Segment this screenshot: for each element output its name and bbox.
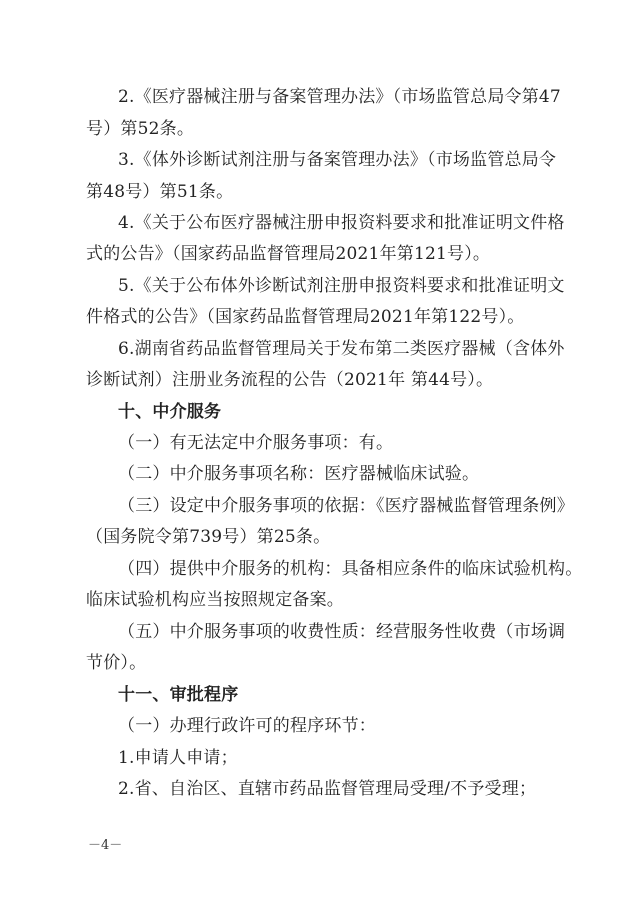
intermediary-item-2: （二）中介服务事项名称：医疗器械临床试验。 [118, 464, 480, 484]
procedure-step-2: 2.省、自治区、直辖市药品监督管理局受理/不予受理； [118, 779, 537, 799]
procedure-item-1: （一）办理行政许可的程序环节： [118, 716, 376, 736]
reference-item-2-line-2: 号）第52条。 [86, 119, 195, 139]
procedure-step-1: 1.申请人申请； [118, 748, 238, 768]
reference-item-5-line-1: 5.《关于公布体外诊断试剂注册申报资料要求和批准证明文 [118, 276, 565, 296]
page-number: －4－ [88, 838, 123, 853]
section-heading-intermediary-services: 十、中介服务 [118, 402, 222, 422]
reference-item-6-line-1: 6.湖南省药品监督管理局关于发布第二类医疗器械（含体外 [118, 339, 565, 359]
section-heading-approval-procedure: 十一、审批程序 [118, 685, 239, 705]
intermediary-item-4-line-2: 临床试验机构应当按照规定备案。 [86, 590, 344, 610]
intermediary-item-4-line-1: （四）提供中介服务的机构：具备相应条件的临床试验机构。 [118, 559, 583, 579]
intermediary-item-3-line-1: （三）设定中介服务事项的依据：《医疗器械监督管理条例》 [118, 496, 574, 516]
reference-item-5-line-2: 件格式的公告》（国家药品监督管理局2021年第122号）。 [86, 307, 525, 327]
intermediary-item-5-line-1: （五）中介服务事项的收费性质：经营服务性收费（市场调 [118, 622, 566, 642]
reference-item-3-line-2: 第48号）第51条。 [86, 182, 234, 202]
reference-item-4-line-1: 4.《关于公布医疗器械注册申报资料要求和批准证明文件格 [118, 213, 565, 233]
reference-item-4-line-2: 式的公告》（国家药品监督管理局2021年第121号）。 [86, 244, 491, 264]
intermediary-item-3-line-2: （国务院令第739号）第25条。 [86, 527, 331, 547]
intermediary-item-5-line-2: 节价）。 [86, 653, 147, 673]
reference-item-6-line-2: 诊断试剂）注册业务流程的公告（2021年 第44号）。 [86, 370, 494, 390]
reference-item-2-line-1: 2.《医疗器械注册与备案管理办法》（市场监管总局令第47 [118, 87, 561, 107]
reference-item-3-line-1: 3.《体外诊断试剂注册与备案管理办法》（市场监管总局令 [118, 150, 557, 170]
intermediary-item-1: （一）有无法定中介服务事项：有。 [118, 433, 394, 453]
